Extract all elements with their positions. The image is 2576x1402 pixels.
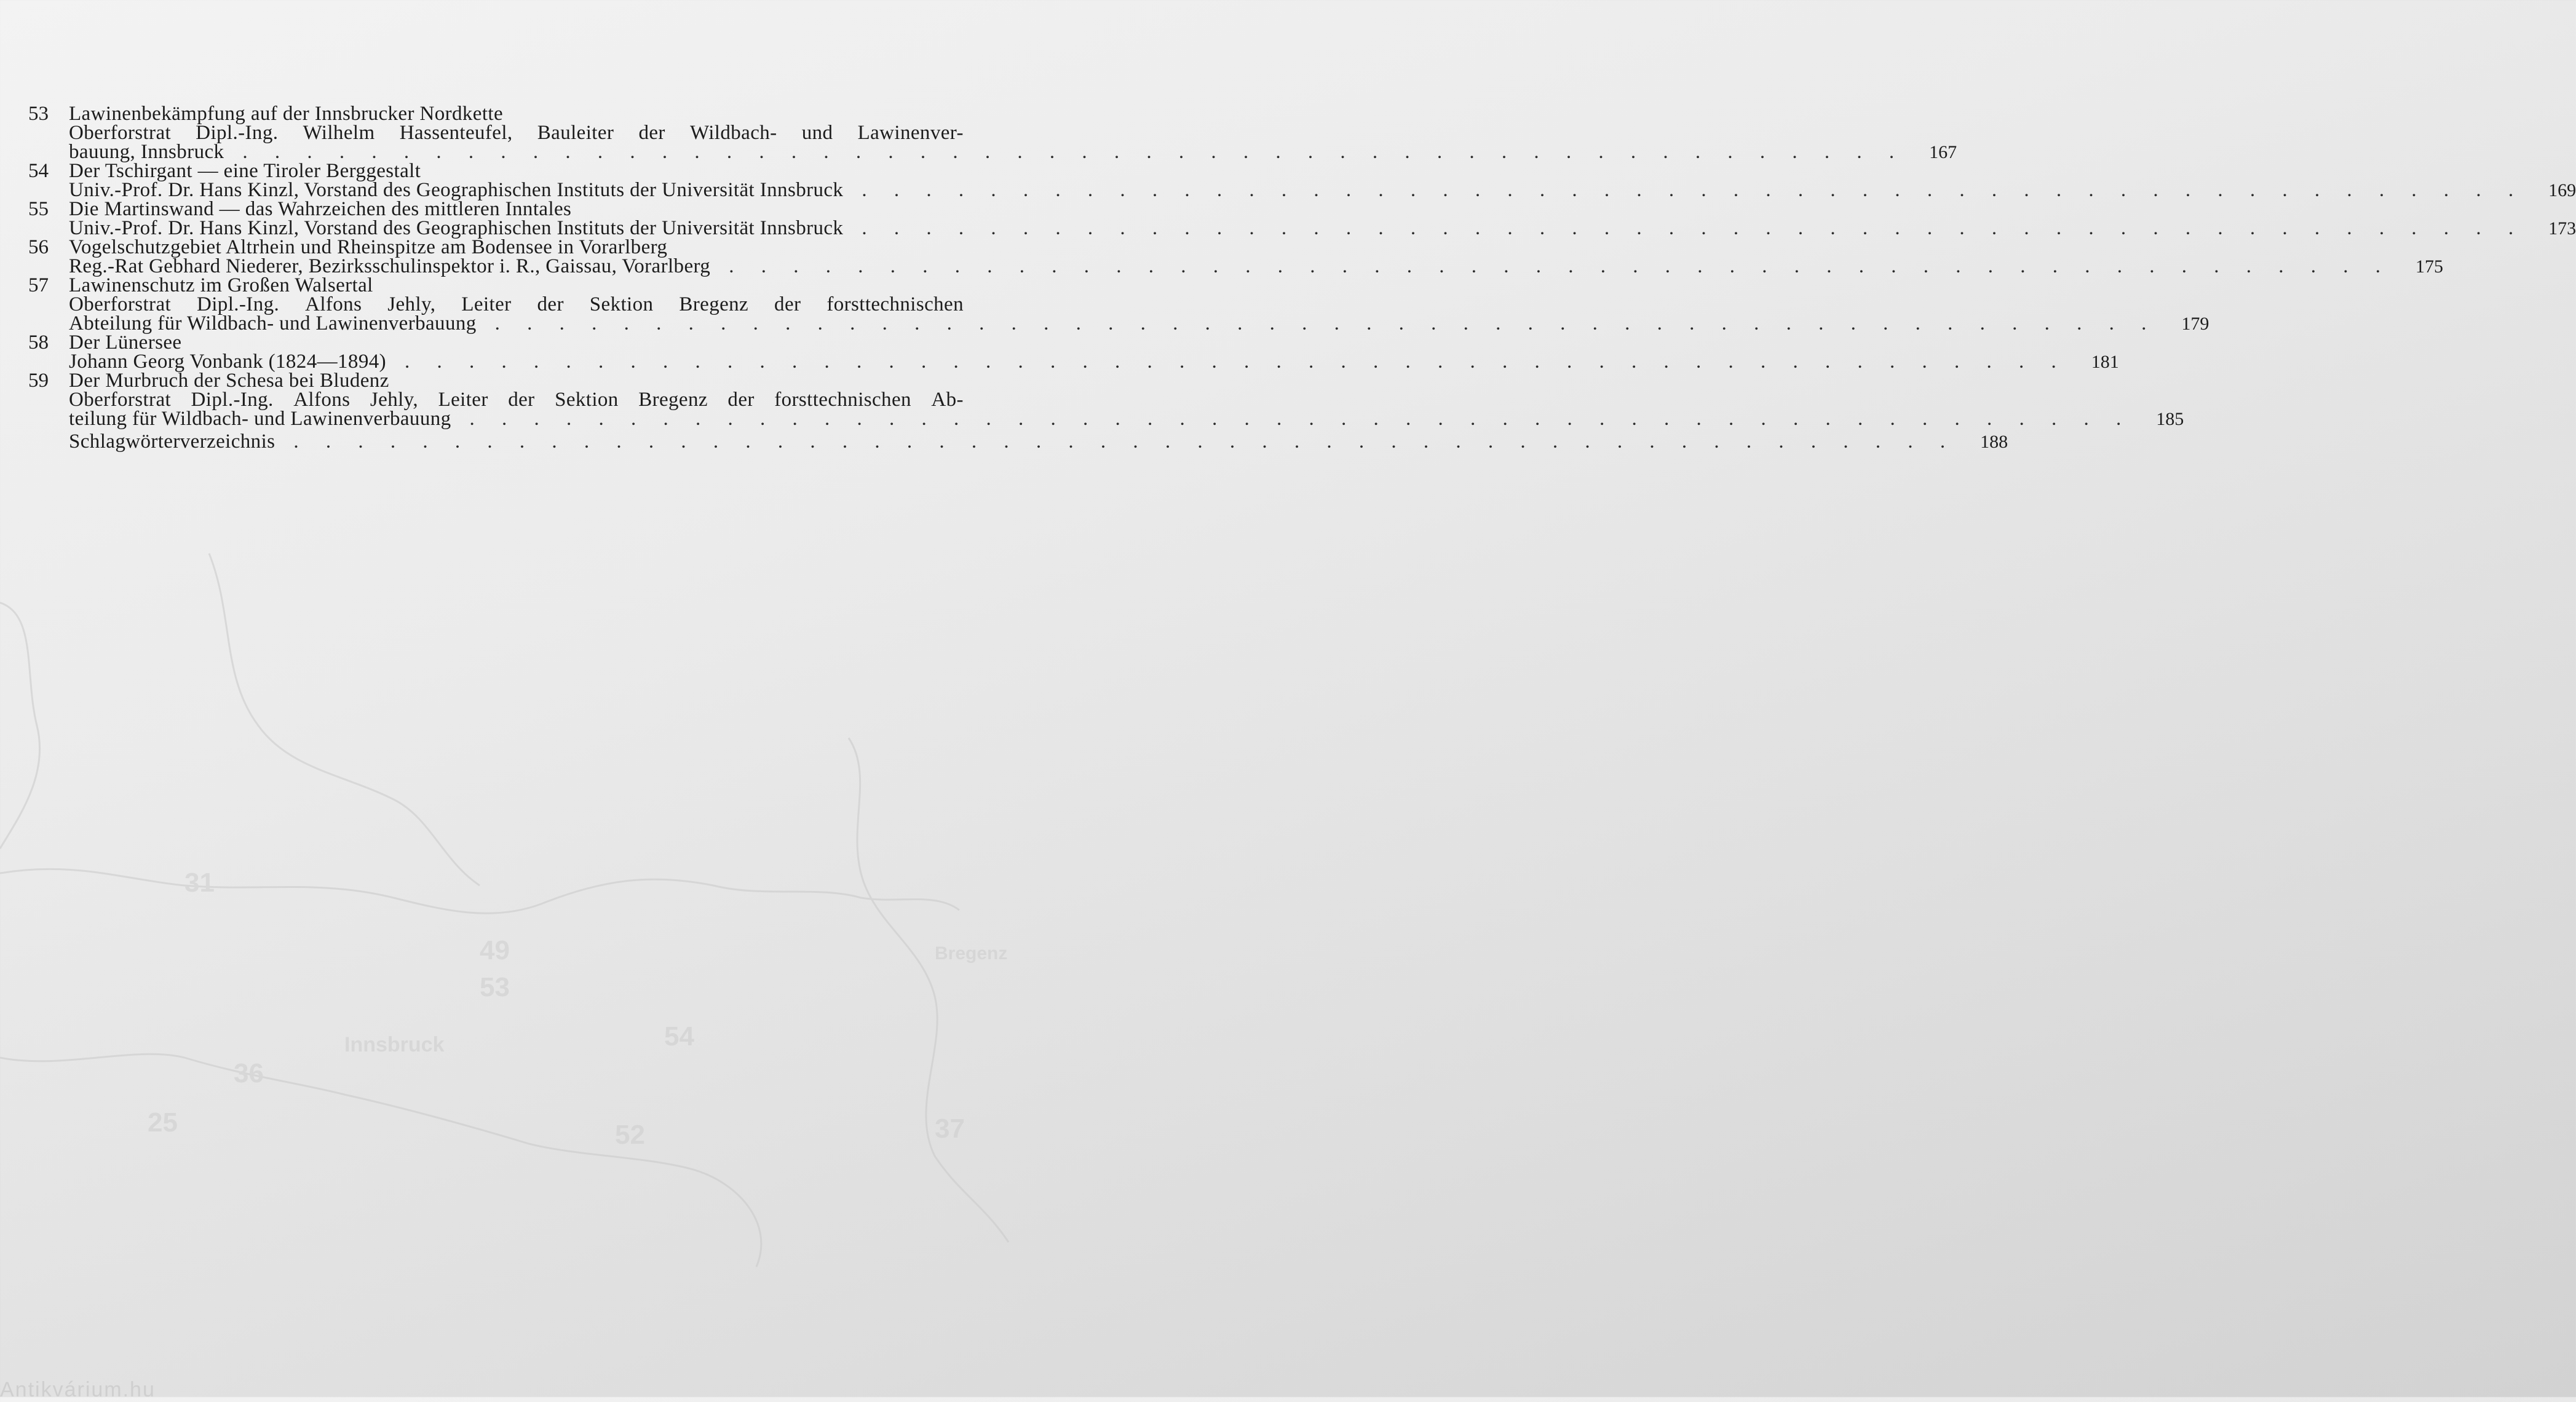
dot-leader: . . . . . . . . . . . . . . . . . . . . . . . . . . . . . . . . . . . . . . . . . . . . . . . . . . . . [469,408,2133,430]
map-label: Bregenz [935,943,1008,964]
word: Bauleiter [537,122,614,144]
word: der [537,293,564,315]
map-label: 37 [935,1114,965,1144]
entry-author: Univ.-Prof. Dr. Hans Kinzl, Vorstand des Geographischen Instituts der Universität Innsbruck [69,217,844,239]
entry-page-number: 179 [2181,314,2209,334]
map-label: 36 [234,1058,264,1088]
word: Alfons [305,293,362,315]
index-page-number: 188 [1980,432,2008,452]
entry-number: 57 [28,274,49,296]
word: Leiter [438,389,488,411]
entry-number: 58 [28,331,49,354]
word: der [727,389,755,411]
entry-title: Lawinenbekämpfung auf der Innsbrucker Nordkette [69,103,504,125]
dot-leader: . . . . . . . . . . . . . . . . . . . . . . . . . . . . . . . . . . . . . . . . . . . . . . . . . . . . [405,350,2067,373]
entry-author-continued: bauung, Innsbruck [69,141,224,163]
word: Wilhelm [303,122,375,144]
dot-leader: . . . . . . . . . . . . . . . . . . . . . . . . . . . . . . . . . . . . . . . . . . . . . . . . . . . . [293,430,1957,453]
dot-leader: . . . . . . . . . . . . . . . . . . . . . . . . . . . . . . . . . . . . . . . . . . . . . . . . . . . . [494,312,2158,335]
word: der [638,122,665,144]
dot-leader: . . . . . . . . . . . . . . . . . . . . . . . . . . . . . . . . . . . . . . . . . . . . . . . . . . . . [729,255,2392,277]
toc-entry [25,103,1957,163]
map-outline-south [0,1054,761,1267]
word: Dipl.-Ing. [197,293,280,315]
entry-page-number: 175 [2415,256,2443,277]
toc-entry [25,331,2119,373]
word: Alfons [293,389,351,411]
word: forsttechnischen [826,293,964,315]
entry-author: Reg.-Rat Gebhard Niederer, Bezirksschulinspektor i. R., Gaissau, Vorarlberg [69,255,711,277]
entry-author-continued: Abteilung für Wildbach- und Lawinenverbauung [69,312,477,335]
word: Bregenz [638,389,708,411]
table-of-contents [25,103,2576,453]
word: Dipl.-Ing. [196,122,279,144]
entry-author-continued: teilung für Wildbach- und Lawinenverbauung [69,408,451,430]
word: Lawinenver- [857,122,964,144]
word: Oberforstrat [69,293,172,315]
word: Wildbach- [689,122,777,144]
word: Dipl.-Ing. [191,389,274,411]
map-label: 52 [615,1120,645,1150]
toc-entry [25,236,2443,277]
map-outline-west [0,603,40,849]
map-label: 31 [184,868,215,898]
map-label: 53 [480,972,510,1002]
watermark-text: Antikvárium.hu [0,1378,156,1401]
word: der [774,293,801,315]
toc-entry [25,274,2209,335]
entry-page-number: 167 [1929,142,1957,162]
word: Hassenteufel, [399,122,513,144]
entry-author: Univ.-Prof. Dr. Hans Kinzl, Vorstand des Geographischen Instituts der Universität Innsbruck [69,179,844,201]
toc-index-entry [25,430,2008,453]
dot-leader: . . . . . . . . . . . . . . . . . . . . . . . . . . . . . . . . . . . . . . . . . . . . . . . . . . . . [862,217,2525,239]
map-label: 54 [664,1021,694,1052]
toc-entry [25,160,2576,201]
word: Sektion [555,389,619,411]
entry-author [69,124,964,143]
dot-leader: . . . . . . . . . . . . . . . . . . . . . . . . . . . . . . . . . . . . . . . . . . . . . . . . . . . . [862,179,2525,201]
word: Jehly, [387,293,436,315]
entry-title: Vogelschutzgebiet Altrhein und Rheinspitze am Bodensee in Vorarlberg [69,236,668,258]
toc-entry [25,198,2576,239]
entry-author: Johann Georg Vonbank (1824—1894) [69,350,387,373]
map-outline-east [849,738,1009,1242]
entry-number: 55 [28,198,49,220]
map-outline-mid [209,553,480,885]
entry-page-number: 181 [2091,352,2119,372]
entry-page-number: 173 [2548,218,2576,239]
entry-number: 54 [28,160,49,182]
entry-title: Der Lünersee [69,331,182,354]
map-label: 25 [148,1107,178,1138]
entry-author [69,390,964,410]
entry-title: Die Martinswand — das Wahrzeichen des mittleren Inntales [69,198,572,220]
toc-entry [25,370,2184,430]
entry-number: 53 [28,103,49,125]
word: und [801,122,833,144]
word: Jehly, [370,389,419,411]
entry-title: Lawinenschutz im Großen Walsertal [69,274,373,296]
entry-number: 59 [28,370,49,392]
index-title: Schlagwörterverzeichnis [69,430,275,453]
entry-page-number: 185 [2156,409,2184,429]
entry-title: Der Tschirgant — eine Tiroler Berggestalt [69,160,421,182]
word: Oberforstrat [69,122,172,144]
word: Ab- [931,389,964,411]
entry-title: Der Murbruch der Schesa bei Bludenz [69,370,389,392]
entry-author [69,295,964,314]
entry-page-number: 169 [2548,180,2576,200]
word: Leiter [461,293,512,315]
map-label: 49 [480,935,510,965]
word: Oberforstrat [69,389,172,411]
map-outline-north [0,869,959,913]
word: forsttechnischen [774,389,911,411]
word: Bregenz [679,293,749,315]
word: der [508,389,535,411]
word: Sektion [589,293,654,315]
map-label: Innsbruck [344,1033,445,1056]
entry-number: 56 [28,236,49,258]
dot-leader: . . . . . . . . . . . . . . . . . . . . . . . . . . . . . . . . . . . . . . . . . . . . . . . . . . . . [242,141,1906,163]
